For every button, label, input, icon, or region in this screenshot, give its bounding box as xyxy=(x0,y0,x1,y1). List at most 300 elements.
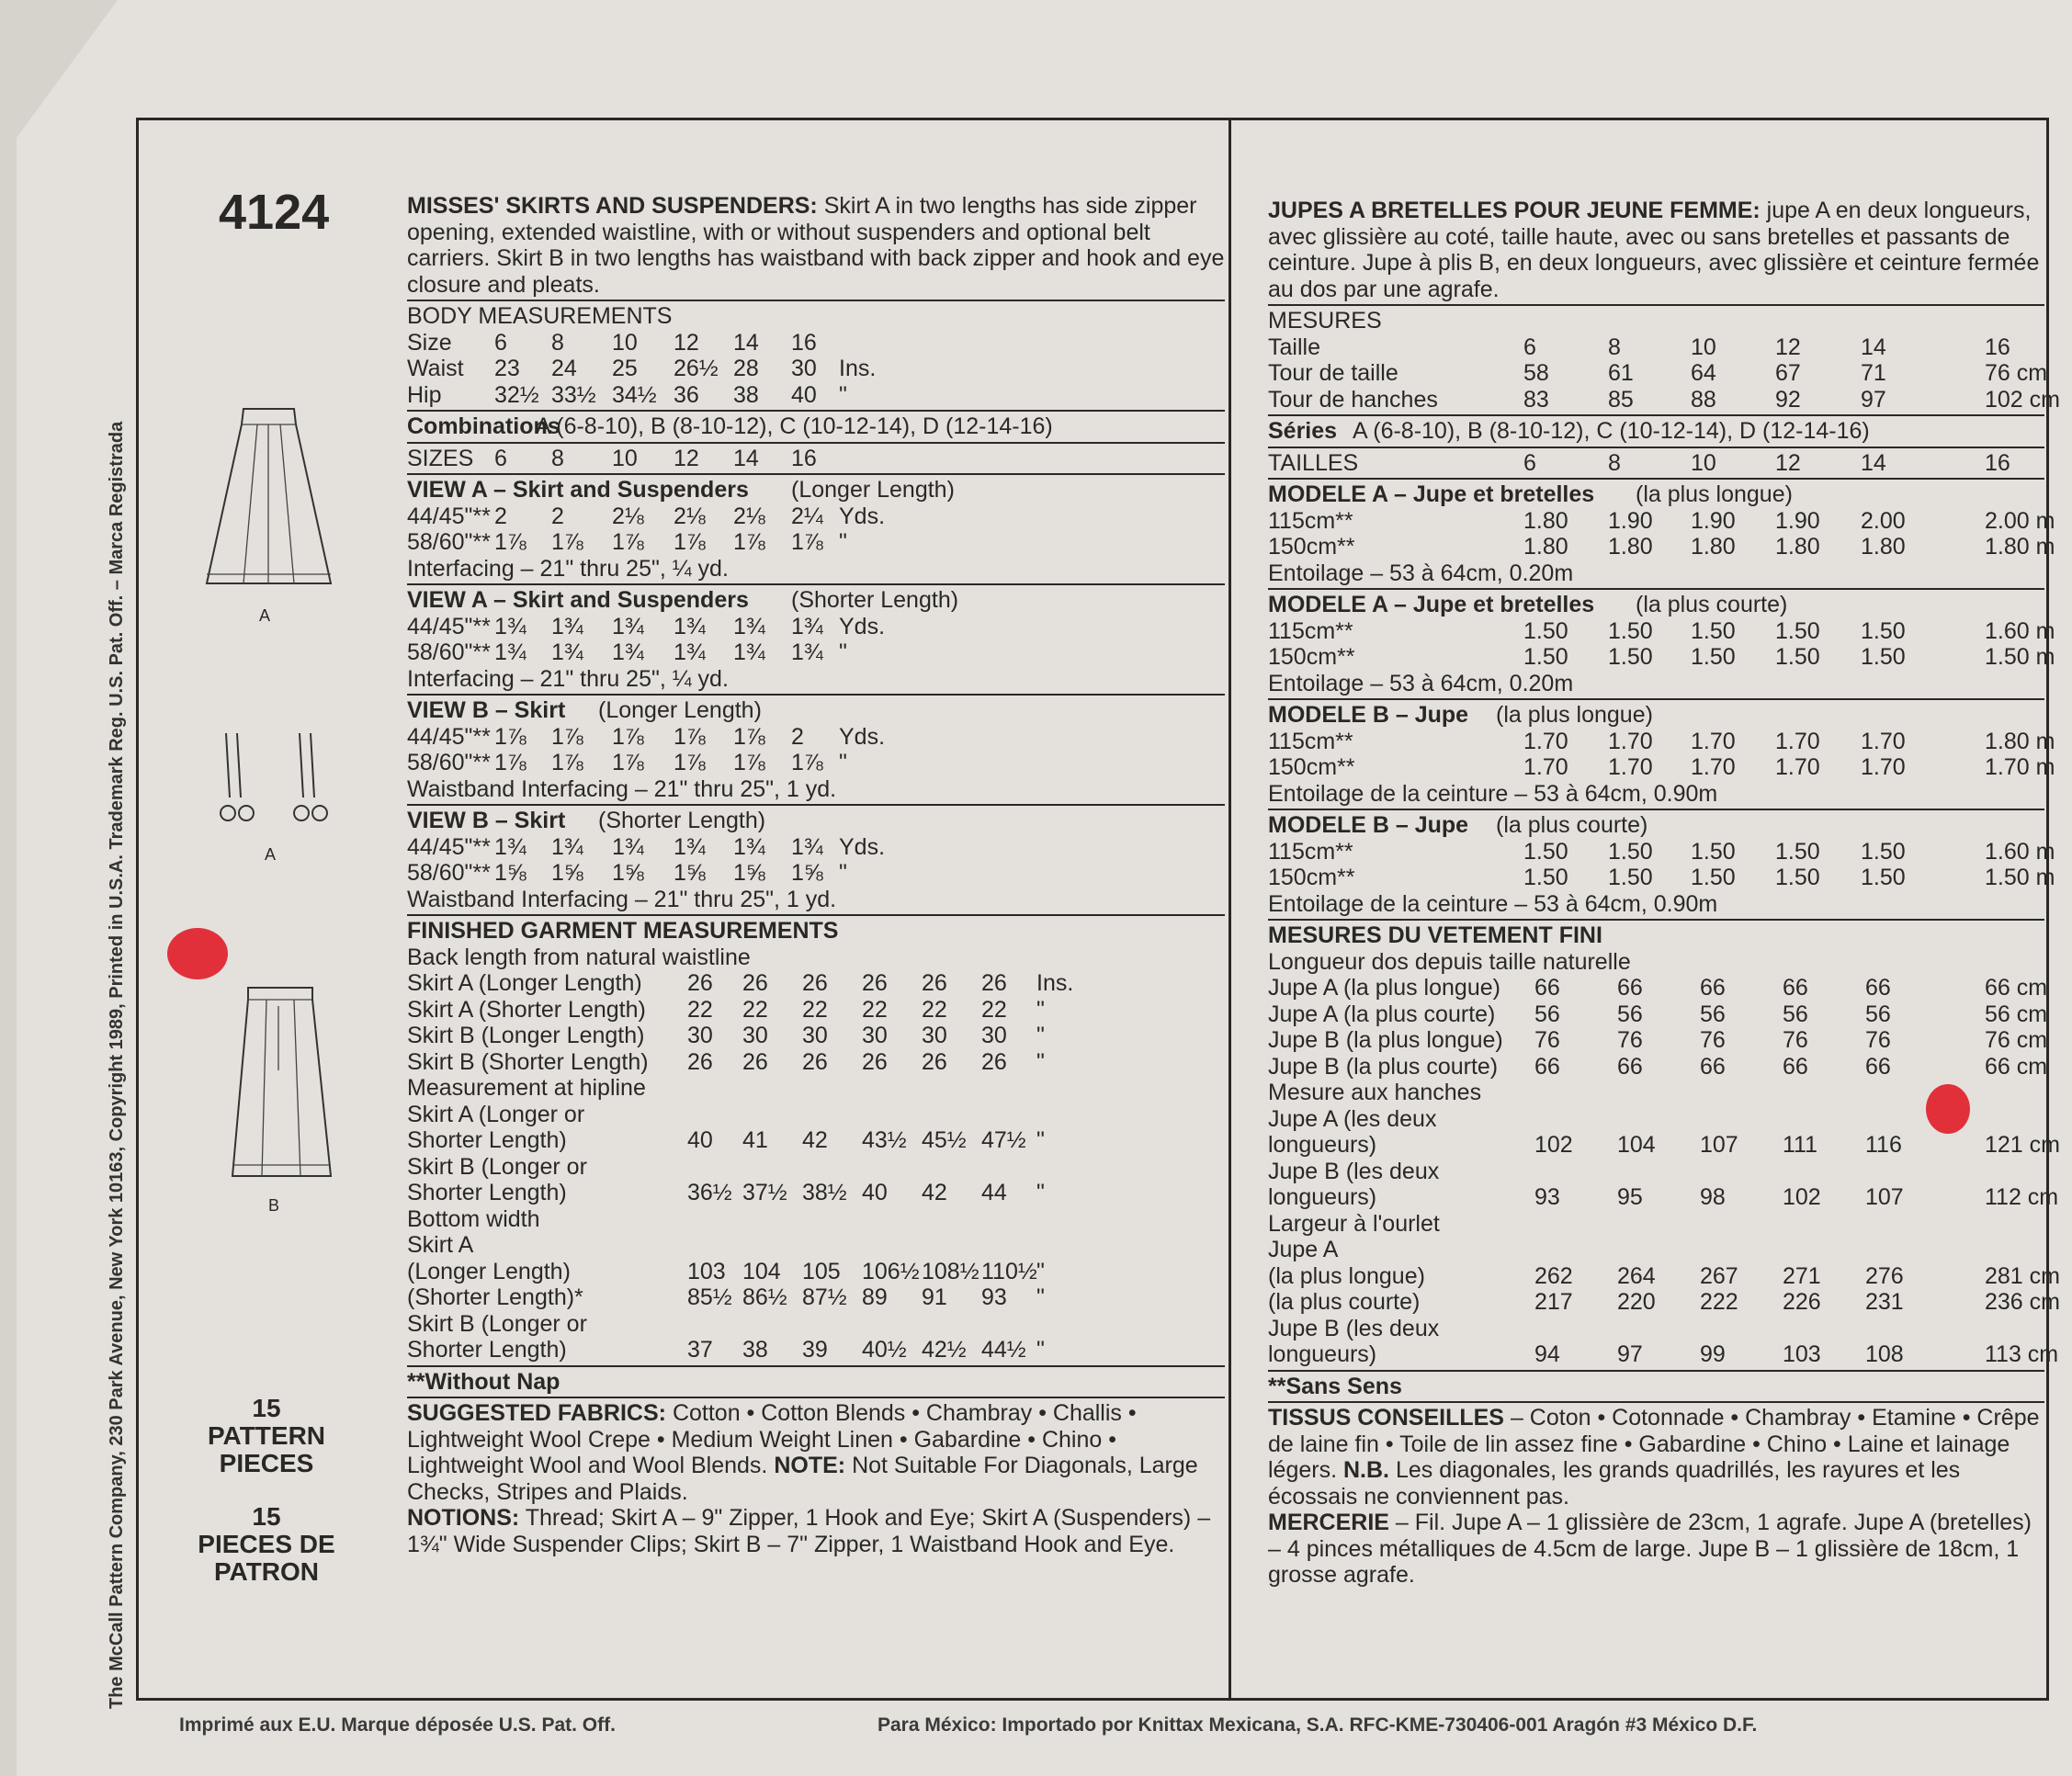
value-cell: 1.70 xyxy=(1861,754,1906,780)
hipline-row xyxy=(1268,1080,2044,1106)
series-value: A (6-8-10), B (8-10-12), C (10-12-14), D (12-14-16) xyxy=(1353,418,1870,444)
value-cell: 1⅞ xyxy=(733,750,765,775)
value-cell: 1⅞ xyxy=(612,529,644,555)
value-cell: 2⅛ xyxy=(674,503,706,529)
unit-cell: Ins. xyxy=(1036,970,1074,996)
value-cell: 231 xyxy=(1865,1289,1904,1315)
fabric-width: 44/45"** xyxy=(407,833,491,860)
value-cell: 1.50 xyxy=(1691,838,1736,865)
value-cell: 217 xyxy=(1534,1289,1573,1315)
value-cell: 8 xyxy=(1608,334,1621,360)
value-cell: 1.50 xyxy=(1523,644,1568,670)
sizes-row xyxy=(407,446,1225,472)
interfacing-note: Waistband Interfacing – 21" thru 25", 1 yd. xyxy=(407,886,837,912)
body-heading-en: BODY MEASUREMENTS xyxy=(407,303,673,329)
finished-row xyxy=(407,970,1225,997)
english-column xyxy=(407,193,1225,1557)
waist-label-fr: Tour de taille xyxy=(1268,360,1398,386)
value-cell: 92 xyxy=(1775,386,1801,413)
view-title-row xyxy=(407,477,1225,503)
value-cell: 47½ xyxy=(981,1127,1026,1153)
value-cell: 44 xyxy=(981,1180,1007,1205)
value-cell: 1⅝ xyxy=(612,860,644,886)
copyright-side-text: The McCall Pattern Company, 230 Park Avenue, New York 10163, Copyright 1989, Printed in U.S.A. Trademark Reg. U.S. Pat. Off. – Marca Registrada xyxy=(107,421,127,1709)
value-cell: 22 xyxy=(742,996,768,1023)
section-rule xyxy=(1268,1370,2044,1372)
entoilage-note: Entoilage – 53 à 64cm, 0.20m xyxy=(1268,670,1574,696)
value-cell: 1.80 m xyxy=(1985,534,2055,560)
value-cell: 71 xyxy=(1861,360,1886,386)
value-cell: 1.50 xyxy=(1775,865,1820,890)
fabric-width: 115cm** xyxy=(1268,838,1353,865)
value-cell: 99 xyxy=(1700,1341,1726,1367)
bw-a-short-row xyxy=(1268,1289,2060,1316)
back-length-en: Back length from natural waistline xyxy=(407,944,751,970)
modele-title-row xyxy=(1268,702,2044,729)
value-cell: 1¾ xyxy=(612,833,644,860)
view-title: VIEW A – Skirt and Suspenders xyxy=(407,587,749,613)
value-cell: 97 xyxy=(1861,386,1886,413)
value-cell: 37½ xyxy=(742,1180,787,1205)
value-cell: 1.80 m xyxy=(1985,728,2055,754)
value-cell: 1⅞ xyxy=(733,723,765,750)
value-cell: 61 xyxy=(1608,360,1634,386)
fabric-width: 115cm** xyxy=(1268,617,1353,644)
hip-b-label: Skirt B (Longer or xyxy=(407,1153,587,1180)
value-cell: 26 xyxy=(862,1048,888,1075)
unit-cell: " xyxy=(1036,1258,1045,1284)
value-cell: 1.70 xyxy=(1861,728,1906,754)
value-cell: 1¾ xyxy=(733,639,765,665)
value-cell: 1.80 xyxy=(1608,534,1653,560)
modele-title: MODELE A – Jupe et bretelles xyxy=(1268,481,1595,507)
value-cell: 26 xyxy=(862,970,888,996)
value-cell: 38½ xyxy=(802,1180,847,1205)
section-rule xyxy=(407,914,1225,916)
hip-b-label: Jupe B (les deux xyxy=(1268,1158,1440,1184)
finished-label: Skirt B (Longer Length) xyxy=(407,1023,645,1048)
value-cell: 86½ xyxy=(742,1284,787,1310)
value-cell: 41 xyxy=(742,1127,768,1153)
value-cell: 42 xyxy=(802,1127,828,1153)
section-rule xyxy=(407,300,1225,301)
value-cell: 1.80 xyxy=(1861,534,1906,560)
value-cell: 1.50 xyxy=(1861,838,1906,865)
value-cell: 25 xyxy=(612,356,638,381)
fabric-width: 150cm** xyxy=(1268,644,1355,670)
value-cell: 102 xyxy=(1534,1132,1573,1158)
yardage-row xyxy=(407,503,1225,530)
value-cell: 116 xyxy=(1865,1132,1902,1158)
size-label-fr: Taille xyxy=(1268,334,1320,360)
mesures-row xyxy=(1268,308,2044,334)
value-cell: 1.70 xyxy=(1691,754,1736,780)
intro-fr xyxy=(1268,198,2044,302)
value-cell: 1.70 xyxy=(1775,728,1820,754)
taille-row xyxy=(1268,334,2044,361)
value-cell: 1⅞ xyxy=(494,723,526,750)
value-cell: 1.70 xyxy=(1608,754,1653,780)
value-cell: 1.80 xyxy=(1523,507,1568,534)
value-cell: 26 xyxy=(981,1048,1007,1075)
unit-cell: Yds. xyxy=(839,723,886,750)
finished-label: Jupe B (la plus longue) xyxy=(1268,1027,1503,1053)
unit-cell: " xyxy=(839,750,847,775)
value-cell: 1⅞ xyxy=(551,529,583,555)
value-cell: 30 xyxy=(922,1023,947,1048)
section-rule xyxy=(1268,447,2044,448)
interfacing-row xyxy=(407,776,1225,803)
bw-b-label: Jupe B (les deux xyxy=(1268,1315,1440,1341)
size-label: Size xyxy=(407,329,452,356)
value-cell: 103 xyxy=(1783,1341,1821,1367)
value-cell: 30 xyxy=(802,1023,828,1048)
nb-label-fr: N.B. xyxy=(1343,1457,1389,1483)
section-rule xyxy=(407,694,1225,696)
section-rule xyxy=(1268,588,2044,590)
value-cell: 16 xyxy=(1985,334,2010,360)
value-cell: 93 xyxy=(1534,1184,1560,1210)
value-cell: 6 xyxy=(1523,449,1536,476)
value-cell: 2.00 xyxy=(1861,507,1906,534)
finished-label: Jupe A (la plus longue) xyxy=(1268,975,1500,1001)
value-cell: 1¾ xyxy=(551,833,583,860)
unit-cell: " xyxy=(839,860,847,886)
metrage-row xyxy=(1268,507,2055,535)
value-cell: 1⅞ xyxy=(791,529,823,555)
section-rule xyxy=(407,804,1225,806)
unit-cell: " xyxy=(1036,1180,1045,1205)
value-cell: 8 xyxy=(551,445,564,471)
section-rule xyxy=(1268,809,2044,810)
value-cell: 1.70 xyxy=(1523,728,1568,754)
value-cell: 12 xyxy=(674,445,699,471)
hip-b-row xyxy=(407,1180,1225,1206)
value-cell: 40 xyxy=(791,381,817,408)
view-title: VIEW A – Skirt and Suspenders xyxy=(407,477,749,503)
interfacing-note: Waistband Interfacing – 21" thru 25", 1 yd. xyxy=(407,775,837,802)
unit-cell: " xyxy=(839,529,847,555)
back-length-fr: Longueur dos depuis taille naturelle xyxy=(1268,948,1631,975)
value-cell: 66 xyxy=(1865,1053,1891,1080)
value-cell: 1⅞ xyxy=(612,750,644,775)
value-cell: 66 xyxy=(1617,1053,1643,1080)
title-en: MISSES' SKIRTS AND SUSPENDERS: xyxy=(407,193,818,219)
value-cell: 1.50 xyxy=(1775,617,1820,644)
metrage-row xyxy=(1268,838,2055,865)
value-cell: 76 xyxy=(1783,1027,1808,1053)
body-heading-row xyxy=(407,303,1225,330)
value-cell: 26 xyxy=(981,970,1007,996)
value-cell: 97 xyxy=(1617,1341,1643,1367)
view-title-row xyxy=(407,587,1225,614)
unit-cell: " xyxy=(1036,1023,1045,1048)
yardage-row xyxy=(407,724,1225,751)
value-cell: 108½ xyxy=(922,1258,979,1284)
view-subtitle: (Shorter Length) xyxy=(598,808,766,833)
intro-en xyxy=(407,193,1225,298)
hip-a-row xyxy=(407,1127,1225,1154)
value-cell: 1¾ xyxy=(551,639,583,665)
value-cell: 1.50 xyxy=(1608,838,1653,865)
modele-subtitle: (la plus courte) xyxy=(1496,812,1648,838)
fabric-width: 150cm** xyxy=(1268,865,1355,890)
finished-row xyxy=(407,997,1225,1024)
value-cell: 1⅞ xyxy=(551,750,583,775)
value-cell: 1.50 xyxy=(1608,617,1653,644)
value-cell: 2 xyxy=(551,503,564,529)
hip-b-label: Shorter Length) xyxy=(407,1180,567,1205)
value-cell: 66 xyxy=(1783,1053,1808,1080)
value-cell: 1.70 xyxy=(1775,754,1820,780)
section-rule xyxy=(407,1397,1225,1398)
finished-heading-en: FINISHED GARMENT MEASUREMENTS xyxy=(407,918,839,944)
value-cell: 1¾ xyxy=(791,613,823,639)
value-cell: 56 xyxy=(1617,1001,1643,1027)
metrage-row xyxy=(1268,617,2055,645)
value-cell: 40 xyxy=(862,1180,888,1205)
entoilage-note: Entoilage – 53 à 64cm, 0.20m xyxy=(1268,560,1574,586)
finished-row xyxy=(1268,1027,2048,1054)
value-cell: 67 xyxy=(1775,360,1801,386)
value-cell: 1⅞ xyxy=(674,529,706,555)
tailles-row xyxy=(1268,450,2044,477)
value-cell: 1¾ xyxy=(551,613,583,639)
value-cell: 226 xyxy=(1783,1289,1821,1315)
metrage-row xyxy=(1268,728,2055,755)
value-cell: 107 xyxy=(1700,1132,1738,1158)
entoilage-row xyxy=(1268,891,2044,918)
value-cell: 267 xyxy=(1700,1262,1738,1289)
section-rule xyxy=(1268,1401,2044,1403)
pieces-count-en: 15 xyxy=(252,1394,281,1422)
value-cell: 16 xyxy=(1985,449,2010,476)
without-nap: **Without Nap xyxy=(407,1368,560,1395)
fabrics-text-fr: – Coton • Cotonnade • Chambray • Etamine • Crêpe de laine fin • Toile de lin assez fine • Gabardine • Chino • Laine et lainage légers. xyxy=(1268,1405,2040,1483)
section-rule xyxy=(1268,919,2044,921)
fabric-width: 44/45"** xyxy=(407,503,491,529)
value-cell: 2¼ xyxy=(791,503,823,529)
value-cell: 88 xyxy=(1691,386,1716,413)
unit-cell: " xyxy=(839,381,847,408)
value-cell: 1.50 xyxy=(1861,617,1906,644)
bw-a-label: Skirt A xyxy=(407,1232,474,1258)
value-cell: 76 cm xyxy=(1985,360,2048,386)
value-cell: 1⅞ xyxy=(551,723,583,750)
value-cell: 66 xyxy=(1534,975,1560,1001)
value-cell: 1.50 xyxy=(1523,865,1568,890)
value-cell: 1¾ xyxy=(733,613,765,639)
bottom-width-en: Bottom width xyxy=(407,1205,540,1232)
hipline-fr: Mesure aux hanches xyxy=(1268,1080,1482,1105)
bw-a-row xyxy=(1268,1237,2044,1263)
view-label-a: A xyxy=(259,606,271,625)
bw-b-row xyxy=(1268,1316,2044,1342)
hip-b-label: longueurs) xyxy=(1268,1184,1377,1210)
value-cell: 111 xyxy=(1783,1132,1818,1158)
fabric-width: 44/45"** xyxy=(407,613,491,639)
value-cell: 1.50 m xyxy=(1985,644,2055,670)
bw-b-label: Skirt B (Longer or xyxy=(407,1310,587,1337)
value-cell: 1.80 xyxy=(1691,534,1736,560)
value-cell: 1¾ xyxy=(494,639,526,665)
entoilage-note: Entoilage de la ceinture – 53 à 64cm, 0.90m xyxy=(1268,890,1718,917)
value-cell: 2 xyxy=(791,723,804,750)
value-cell: 94 xyxy=(1534,1341,1560,1367)
hipline-en: Measurement at hipline xyxy=(407,1075,646,1101)
hip-a-row xyxy=(1268,1132,2060,1159)
value-cell: 1.50 xyxy=(1691,617,1736,644)
footer-right: Para México: Importado por Knittax Mexicana, S.A. RFC-KME-730406-001 Aragón #3 México D.F. xyxy=(877,1714,1758,1736)
value-cell: 1⅝ xyxy=(674,860,706,886)
view-subtitle: (Longer Length) xyxy=(598,697,762,723)
value-cell: 108 xyxy=(1865,1341,1904,1367)
value-cell: 38 xyxy=(742,1337,768,1363)
fabrics-text-en: Cotton • Cotton Blends • Chambray • Challis • Lightweight Wool Crepe • Medium Weight Linen • Gabardine • Chino • Lightweight Wool and Wool Blends. xyxy=(407,1400,1137,1478)
entoilage-note: Entoilage de la ceinture – 53 à 64cm, 0.90m xyxy=(1268,780,1718,807)
bottom-width-fr: Largeur à l'ourlet xyxy=(1268,1210,1440,1237)
notions-text-en: Thread; Skirt A – 9" Zipper, 1 Hook and Eye; Skirt A (Suspenders) – 1¾" Wide Suspender Clips; Skirt B – 7" Zipper, 1 Waistband Hook and Eye. xyxy=(407,1505,1211,1557)
waist-label: Waist xyxy=(407,356,464,381)
view-title: VIEW B – Skirt xyxy=(407,808,566,833)
value-cell: 1.80 xyxy=(1775,534,1820,560)
modele-title: MODELE B – Jupe xyxy=(1268,812,1469,838)
modele-title: MODELE A – Jupe et bretelles xyxy=(1268,592,1595,617)
combinations-value: A (6-8-10), B (8-10-12), C (10-12-14), D (12-14-16) xyxy=(536,413,1053,439)
value-cell: 36 xyxy=(674,381,699,408)
value-cell: 40½ xyxy=(862,1337,907,1363)
value-cell: 121 cm xyxy=(1985,1132,2060,1158)
value-cell: 10 xyxy=(1691,449,1716,476)
value-cell: 10 xyxy=(612,445,638,471)
value-cell: 1¾ xyxy=(494,833,526,860)
metrage-row xyxy=(1268,754,2055,781)
value-cell: 87½ xyxy=(802,1284,847,1310)
skirt-a-drawing xyxy=(193,404,345,593)
value-cell: 1⅞ xyxy=(674,750,706,775)
fabric-width: 58/60"** xyxy=(407,529,491,555)
value-cell: 1⅝ xyxy=(551,860,583,886)
unit-cell: Ins. xyxy=(839,356,877,381)
value-cell: 85 xyxy=(1608,386,1634,413)
value-cell: 1.70 m xyxy=(1985,754,2055,780)
finished-label: Jupe A (la plus courte) xyxy=(1268,1001,1496,1027)
section-rule xyxy=(407,442,1225,444)
value-cell: 26 xyxy=(742,970,768,996)
combinations-row xyxy=(407,413,1225,440)
modele-title: MODELE B – Jupe xyxy=(1268,702,1469,728)
value-cell: 76 xyxy=(1617,1027,1643,1053)
sans-sens: **Sans Sens xyxy=(1268,1373,1402,1399)
bw-a-short-row xyxy=(407,1284,1225,1311)
value-cell: 66 xyxy=(1700,975,1726,1001)
suspenders-drawing xyxy=(209,726,338,836)
finished-heading-row xyxy=(407,918,1225,945)
language-divider xyxy=(1228,118,1231,1701)
combinations-label: Combinations xyxy=(407,413,560,439)
value-cell: 220 xyxy=(1617,1289,1656,1315)
modele-title-row xyxy=(1268,812,2044,839)
view-subtitle: (Longer Length) xyxy=(791,477,955,503)
value-cell: 30 xyxy=(687,1023,713,1048)
value-cell: 16 xyxy=(791,445,817,471)
value-cell: 43½ xyxy=(862,1127,907,1153)
value-cell: 2 xyxy=(494,503,507,529)
tour-hanches-row xyxy=(1268,386,2060,413)
section-rule xyxy=(1268,698,2044,700)
value-cell: 12 xyxy=(674,329,699,356)
hip-row xyxy=(407,382,1225,409)
value-cell: 107 xyxy=(1865,1184,1904,1210)
value-cell: 66 cm xyxy=(1985,1053,2048,1080)
skirt-b-drawing xyxy=(225,983,340,1185)
hip-a-label: Skirt A (Longer or xyxy=(407,1101,585,1127)
value-cell: 6 xyxy=(1523,334,1536,360)
unit-cell: " xyxy=(1036,996,1045,1023)
finished-label: Skirt A (Shorter Length) xyxy=(407,996,646,1023)
value-cell: 56 xyxy=(1783,1001,1808,1027)
finished-row xyxy=(1268,1053,2048,1080)
value-cell: 236 cm xyxy=(1985,1289,2060,1315)
value-cell: 45½ xyxy=(922,1127,967,1153)
value-cell: 102 xyxy=(1783,1184,1821,1210)
value-cell: 1.80 xyxy=(1523,534,1568,560)
hip-label-fr: Tour de hanches xyxy=(1268,386,1438,413)
value-cell: 64 xyxy=(1691,360,1716,386)
value-cell: 106½ xyxy=(862,1258,920,1284)
interfacing-note: Interfacing – 21" thru 25", ¼ yd. xyxy=(407,555,729,582)
value-cell: 30 xyxy=(742,1023,768,1048)
value-cell: 42 xyxy=(922,1180,947,1205)
value-cell: 22 xyxy=(981,996,1007,1023)
value-cell: 26 xyxy=(922,1048,947,1075)
yardage-row xyxy=(407,529,1225,556)
fabric-width: 150cm** xyxy=(1268,534,1355,560)
mercerie-text-fr: – Fil. Jupe A – 1 glissière de 23cm, 1 agrafe. Jupe A (bretelles) – 4 pinces métalliques de 4.5cm de large. Jupe B – 1 glissière de 18cm, 1 grosse agrafe. xyxy=(1268,1510,2032,1588)
pieces-count-fr: 15 xyxy=(252,1502,281,1531)
section-rule xyxy=(407,1365,1225,1367)
value-cell: 30 xyxy=(791,356,817,381)
hip-a-label: Shorter Length) xyxy=(407,1127,567,1153)
value-cell: 6 xyxy=(494,329,507,356)
unit-cell: " xyxy=(1036,1048,1045,1075)
value-cell: 83 xyxy=(1523,386,1549,413)
bw-a-short-label: (Shorter Length)* xyxy=(407,1284,583,1310)
finished-row xyxy=(407,1023,1225,1049)
yardage-row xyxy=(407,860,1225,887)
metrage-row xyxy=(1268,534,2055,560)
value-cell: 26½ xyxy=(674,356,719,381)
value-cell: 1.50 m xyxy=(1985,865,2055,890)
fabric-width: 58/60"** xyxy=(407,860,491,886)
finished-label: Skirt A (Longer Length) xyxy=(407,970,642,996)
bottom-width-row xyxy=(407,1206,1225,1233)
modele-subtitle: (la plus courte) xyxy=(1636,592,1788,617)
value-cell: 14 xyxy=(733,329,759,356)
tour-taille-row xyxy=(1268,360,2048,387)
fabrics-heading-en: SUGGESTED FABRICS: xyxy=(407,1400,666,1426)
value-cell: 26 xyxy=(922,970,947,996)
tailles-label: TAILLES xyxy=(1268,449,1359,476)
value-cell: 58 xyxy=(1523,360,1549,386)
hip-a-row xyxy=(407,1102,1225,1128)
value-cell: 104 xyxy=(742,1258,781,1284)
value-cell: 1.90 xyxy=(1691,507,1736,534)
red-sticker xyxy=(167,928,228,979)
fabrics-heading-fr: TISSUS CONSEILLES xyxy=(1268,1405,1504,1431)
section-rule xyxy=(407,473,1225,475)
value-cell: 26 xyxy=(802,970,828,996)
